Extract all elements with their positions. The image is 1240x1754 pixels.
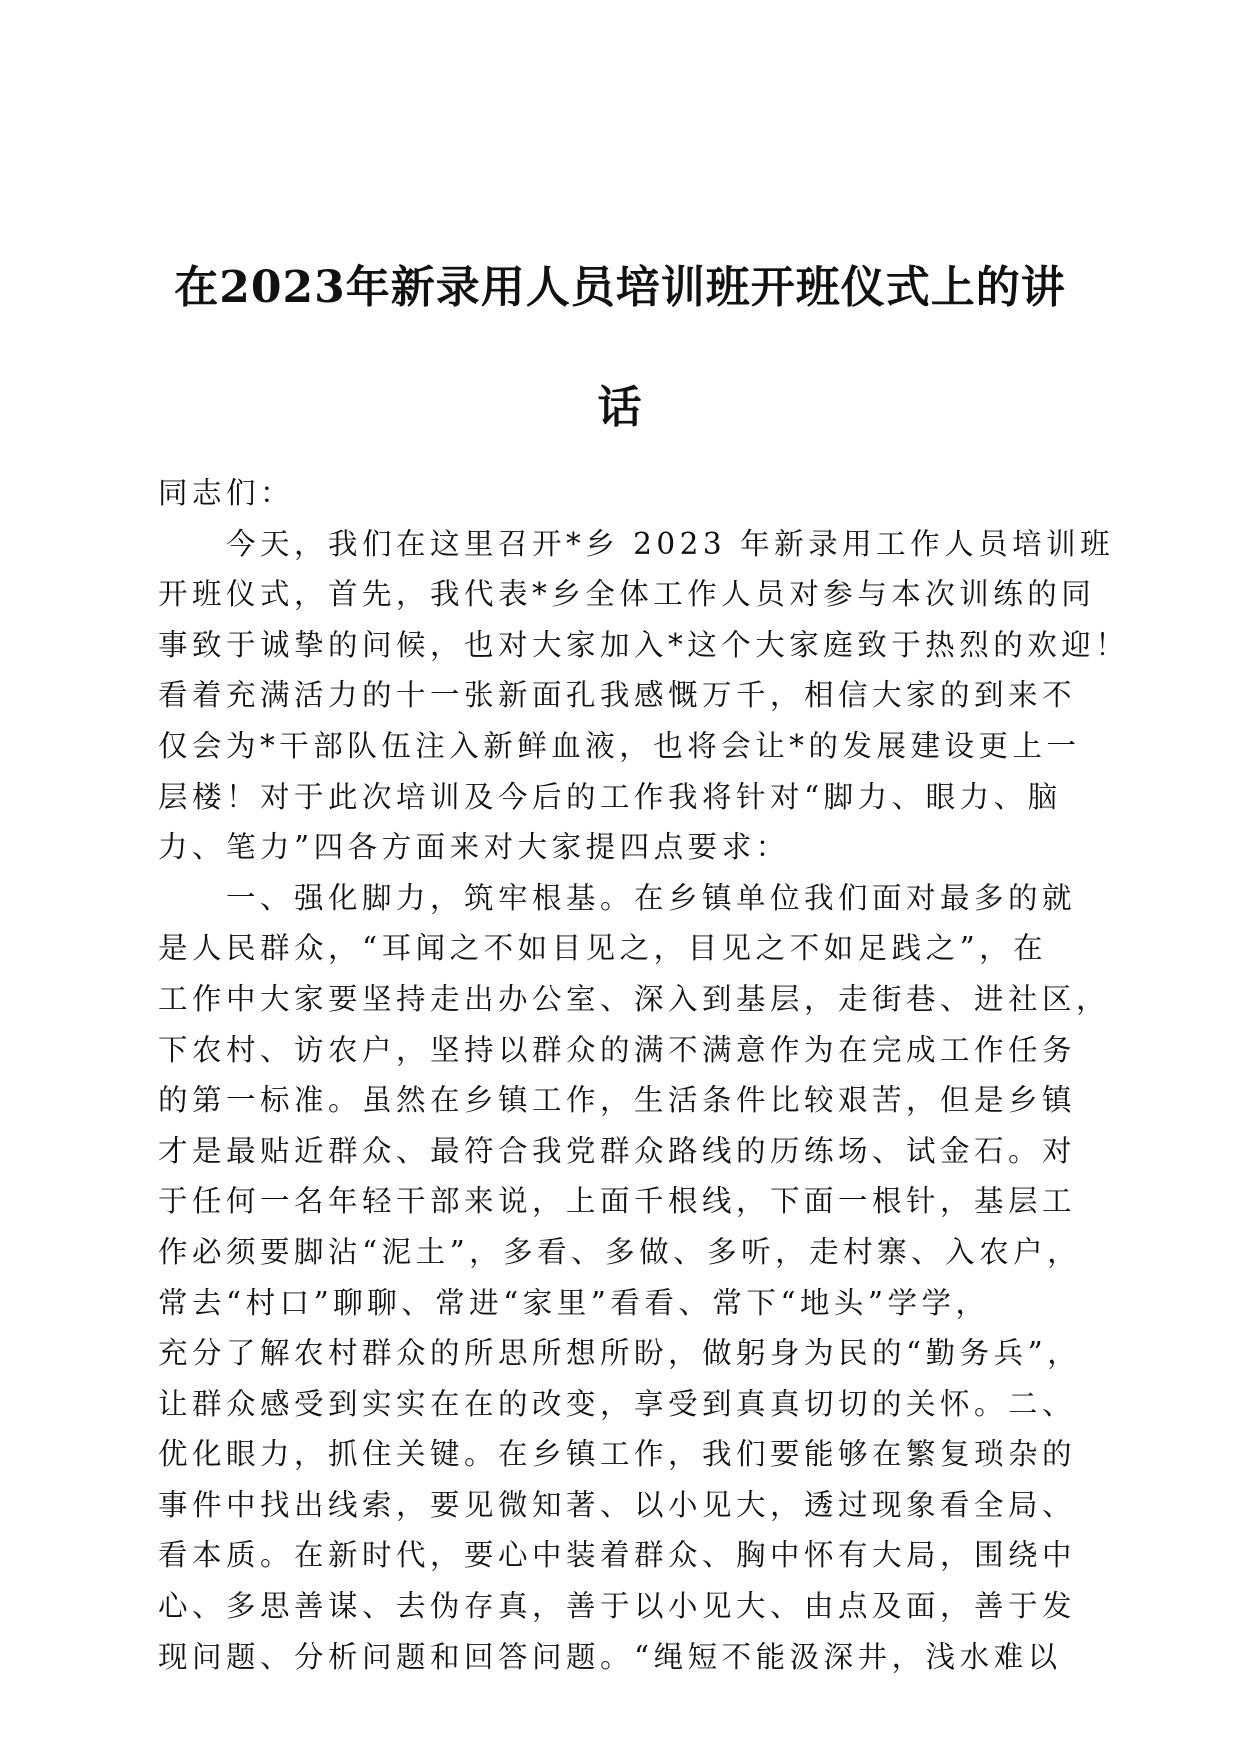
body-text-line: 一、强化脚力，筑牢根基。在乡镇单位我们面对最多的就	[226, 880, 1077, 915]
body-text-line: 仅会为*干部队伍注入新鲜血液，也将会让*的发展建设更上一	[158, 728, 1081, 763]
body-text-line: 现问题、分析问题和回答问题。“绳短不能汲深井，浅水难以	[158, 1639, 1062, 1674]
body-text-line: 充分了解农村群众的所思所想所盼，做躬身为民的“勤务兵”，	[158, 1336, 1082, 1371]
body-text-line: 看本质。在新时代，要心中装着群众、胸中怀有大局，围绕中	[158, 1538, 1077, 1573]
body-text-line: 事致于诚挚的问候，也对大家加入*这个大家庭致于热烈的欢迎！	[158, 627, 1130, 662]
body-text-line: 工作中大家要坚持走出办公室、深入到基层，走街巷、进社区，	[158, 981, 1111, 1016]
body-text-line: 常去“村口”聊聊、常进“家里”看看、常下“地头”学学，	[158, 1285, 990, 1320]
document-title	[150, 228, 1090, 468]
title-line: 话	[597, 382, 643, 433]
body-text-line: 于任何一名年轻干部来说，上面千根线，下面一根针，基层工	[158, 1184, 1077, 1219]
body-text-line: 力、笔力”四各方面来对大家提四点要求：	[158, 830, 790, 865]
body-text-line: 心、多思善谋、去伪存真，善于以小见大、由点及面，善于发	[158, 1589, 1077, 1624]
body-text-line: 看着充满活力的十一张新面孔我感慨万千，相信大家的到来不	[158, 678, 1077, 713]
body-text-line: 作必须要脚沾“泥土”，多看、多做、多听，走村寨、入农户，	[158, 1234, 1082, 1269]
body-text-line: 层楼！对于此次培训及今后的工作我将针对“脚力、眼力、脑	[158, 779, 1062, 814]
document-body	[158, 468, 1130, 1682]
body-text-line: 让群众感受到实实在在的改变，享受到真真切切的关怀。二、	[158, 1386, 1077, 1421]
body-text-line: 今天，我们在这里召开*乡 2023 年新录用工作人员培训班	[226, 526, 1115, 561]
body-text-line: 下农村、访农户，坚持以群众的满不满意作为在完成工作任务	[158, 1032, 1077, 1067]
body-text-line: 是人民群众，“耳闻之不如目见之，目见之不如足践之”，在	[158, 931, 1048, 966]
title-line: 在2023年新录用人员培训班开班仪式上的讲	[174, 262, 1066, 313]
body-text-line: 优化眼力，抓住关键。在乡镇工作，我们要能够在繁复琐杂的	[158, 1437, 1077, 1472]
body-text-line: 开班仪式，首先，我代表*乡全体工作人员对参与本次训练的同	[158, 577, 1096, 612]
body-text-line: 才是最贴近群众、最符合我党群众路线的历练场、试金石。对	[158, 1133, 1077, 1168]
body-text-line: 的第一标准。虽然在乡镇工作，生活条件比较艰苦，但是乡镇	[158, 1083, 1077, 1118]
body-text-line: 事件中找出线索，要见微知著、以小见大，透过现象看全局、	[158, 1487, 1077, 1522]
body-text-line: 同志们：	[158, 476, 295, 510]
